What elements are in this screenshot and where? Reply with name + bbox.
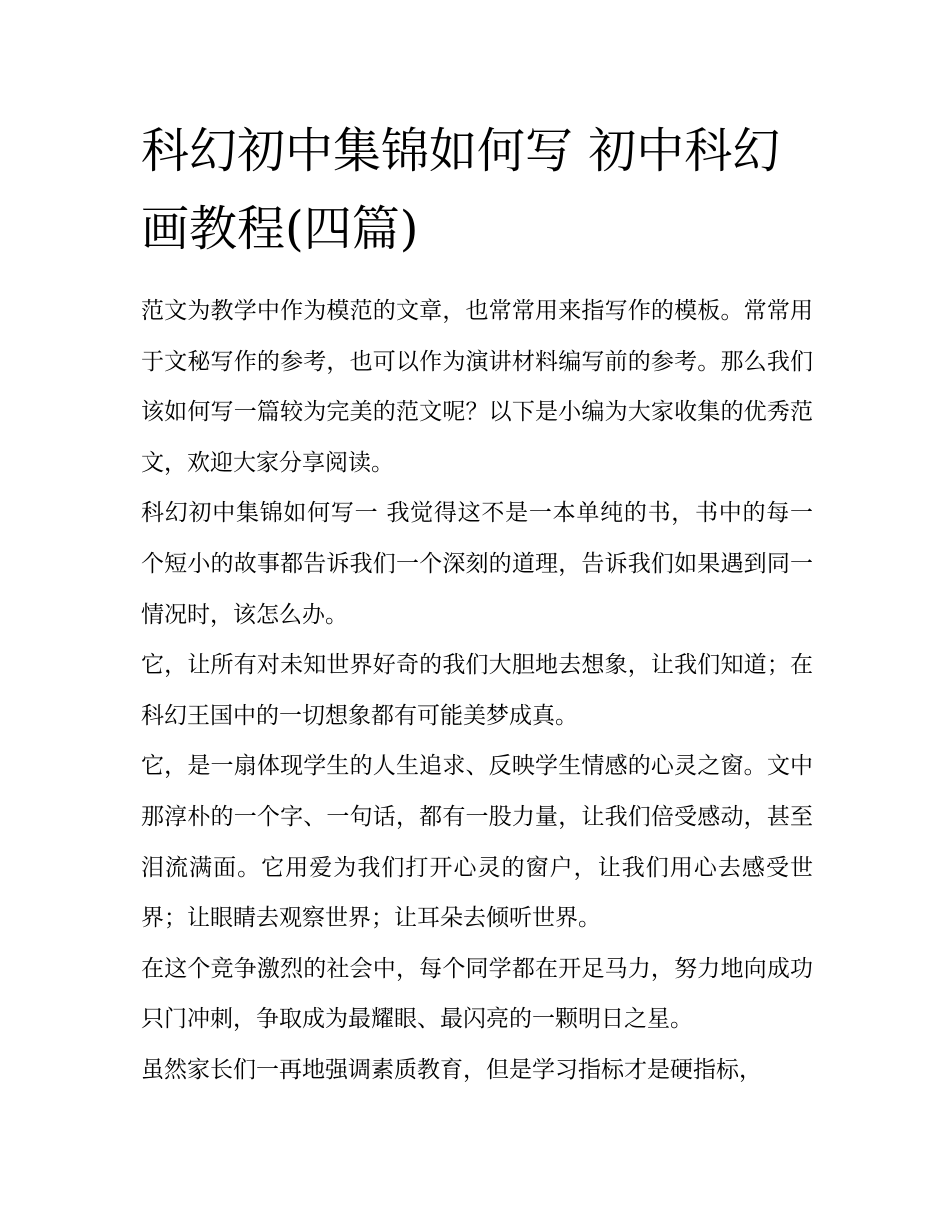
- paragraph-5: 虽然家长们一再地强调素质教育，但是学习指标才是硬指标，: [141, 1056, 762, 1083]
- paragraph-3: 它，是一扇体现学生的人生追求、反映学生情感的心灵之窗。文中那淳朴的一个字、一句话，都有一股力量，让我们倍受感动，甚至泪流满面。它用爱为我们打开心灵的窗户，让我们用心去感受世界；让眼睛去观察世界；让耳朵去倾听世界。: [141, 753, 813, 932]
- paragraph-intro: 范文为教学中作为模范的文章，也常常用来指写作的模板。常常用于文秘写作的参考，也可以作为演讲材料编写前的参考。那么我们该如何写一篇较为完美的范文呢？以下是小编为大家收集的优秀范文，欢迎大家分享阅读。: [141, 298, 813, 476]
- document-body: [141, 112, 813, 1096]
- document-title: 科幻初中集锦如何写 初中科幻画教程(四篇): [141, 123, 781, 257]
- paragraph-4: 在这个竞争激烈的社会中，每个同学都在开足马力，努力地向成功只门冲刺，争取成为最耀眼、最闪亮的一颗明日之星。: [141, 955, 813, 1033]
- paragraph-2: 它，让所有对未知世界好奇的我们大胆地去想象，让我们知道；在科幻王国中的一切想象都有可能美梦成真。: [141, 652, 813, 729]
- paragraph-1: 科幻初中集锦如何写一 我觉得这不是一本单纯的书，书中的每一个短小的故事都告诉我们一个深刻的道理，告诉我们如果遇到同一情况时，该怎么办。: [141, 500, 813, 628]
